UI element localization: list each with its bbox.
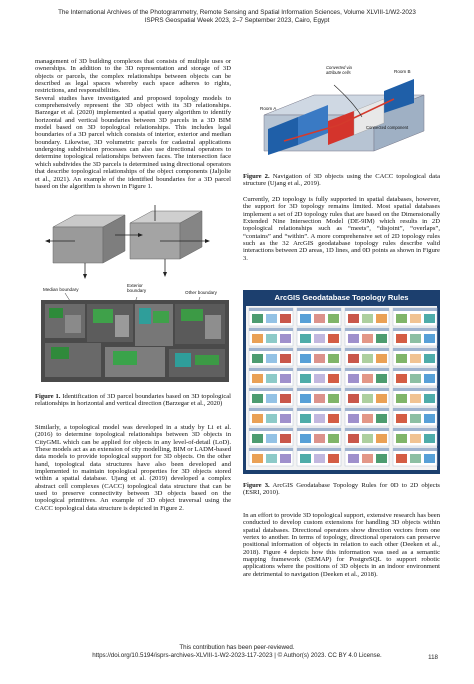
right-column-upper: [243, 196, 440, 262]
topology-rule-tile: [393, 408, 437, 426]
topology-rule-tile: [249, 448, 293, 466]
topology-rule-tile: [345, 308, 389, 326]
topology-rule-tile: [249, 348, 293, 366]
topology-rule-tile: [297, 328, 341, 346]
topology-rule-tile: [297, 428, 341, 446]
room-a-label: Room A: [260, 106, 277, 111]
connected-component-label: Connected component: [366, 125, 409, 130]
topology-rule-tile: [249, 328, 293, 346]
room-b-label: Room B: [394, 69, 411, 74]
topology-rule-tile: [393, 328, 437, 346]
footer: [0, 644, 474, 660]
doi-license-line[interactable]: https://doi.org/10.5194/isprs-archives-XLVIII-1-W2-2023-117-2023 | © Author(s) 2023. CC BY 4.0 License.: [92, 652, 382, 659]
header-line-1: The International Archives of the Photogrammetry, Remote Sensing and Spatial Information Sciences, Volume XLVIII-1/W2-2023: [58, 9, 416, 16]
figure-2-caption-text: Navigation of 3D objects using the CACC topological data structure (Ujang et al., 2019).: [243, 173, 440, 188]
figure-3-caption-text: ArcGIS Geodatabase Topology Rules for 0D to 2D objects (ESRI, 2010).: [243, 482, 440, 497]
figure-2-caption-label: Figure 2.: [243, 173, 270, 180]
topology-rule-tile: [345, 428, 389, 446]
exterior-boundary-label: Exterior boundary: [127, 283, 147, 293]
right-column-lower: [243, 512, 440, 578]
figure-1: [35, 205, 233, 385]
topology-rule-tile: [393, 348, 437, 366]
topology-rule-tile: [345, 408, 389, 426]
parcel-boxes-diagram: [45, 205, 210, 279]
paragraph-3d-extensions: In an effort to provide 3D topological support, extensive research has been conducted to develop custom extensions for handling 3D objects within spatial databases. Directional operators show direction vectors from one vertex to another. In terms of topology, directional operators can preserve positional information of objects in relation to each other (Deeken et al., 2018). Figure 4 depicts how this information was used as a semantic mapping framework (SEMAP) for PostgreSQL to support robotic applications where the positions of 3D objects in an indoor environment are detrimental to navigation (Deeken et al., 2018).: [243, 512, 440, 578]
running-header: [0, 9, 474, 25]
converted-cells-label: Converted via attribute cells: [326, 65, 352, 75]
left-column-lower: [35, 424, 231, 512]
paragraph-topology-models: Several studies have investigated and proposed topology models to comprehensively represent the 3D object with its 3D relationships. Barzegar et al. (2020) implemented a spatial query algorithm to identify horizontal and vertical boundaries between 3D parcels in a 3D BIM model based on 3D topological relationships. This includes legal boundaries of a 3D parcel which consists of interior, exterior and median boundary. Likewise, 3D volumetric parcels for cadastral applications undergoing subdivision processes can also use directional operators to determine topological relationships between faces. The intersection face which subdivides the 3D parcels is determined using directional operators that describe topological relationships of the object components (Jaljolie et al., 2021). An example of the identified boundaries for a 3D parcel based on the algorithm is shown in Figure 1.: [35, 94, 231, 190]
topology-rules-grid: [243, 305, 440, 473]
left-column: [35, 58, 231, 190]
page-number: 118: [428, 654, 438, 661]
peer-review-note: This contribution has been peer-reviewed.: [179, 644, 295, 651]
topology-rule-tile: [297, 408, 341, 426]
topology-rule-tile: [345, 328, 389, 346]
figure-2-caption: [243, 173, 440, 188]
figure-2-image: [244, 55, 440, 165]
topology-rule-tile: [345, 368, 389, 386]
figure-1-caption-label: Figure 1.: [35, 393, 61, 400]
topology-rule-tile: [249, 388, 293, 406]
topology-rule-tile: [249, 408, 293, 426]
topology-rule-tile: [249, 308, 293, 326]
topology-rule-tile: [345, 348, 389, 366]
bim-model-render: [41, 300, 229, 382]
figure-3-caption: [243, 482, 440, 497]
cacc-building-diagram: [264, 79, 424, 155]
topology-rule-tile: [297, 348, 341, 366]
topology-rules-title: ArcGIS Geodatabase Topology Rules: [274, 293, 409, 302]
topology-rule-tile: [393, 428, 437, 446]
topology-rule-tile: [297, 388, 341, 406]
median-boundary-label: Median boundary: [43, 287, 79, 292]
topology-rule-tile: [345, 448, 389, 466]
paragraph-intro: management of 3D building complexes that consists of multiple uses or ownerships. In addition to the 3D representation and storage of 3D objects or parcels, the complex relationships between objects can be described as legal spaces whereby each space adheres to rights, restrictions, and responsibilities.: [35, 58, 231, 95]
topology-rule-tile: [297, 368, 341, 386]
topology-rule-tile: [345, 388, 389, 406]
topology-rule-tile: [249, 428, 293, 446]
topology-rule-tile: [393, 308, 437, 326]
topology-rule-tile: [297, 448, 341, 466]
other-boundary-label: Other boundary: [185, 290, 217, 295]
topology-rule-tile: [393, 388, 437, 406]
paragraph-2d-topology: Currently, 2D topology is fully supported in spatial databases, however, the support for 3D topology remains limited. Most spatial databases implement a set of 2D topology rules that are based on the Dimensionally Extended Nine Intersection Model (DE-9IM) which results in 2D topological relationships such as “meets”, “disjoint”, “overlaps”, “contains” and “within”. A more comprehensive set of 2D topology rules such as the 32 ArcGIS geodatabase topology rules describe valid interactions between 2D areas, 1D lines, and 0D points as shown in Figure 3.: [243, 196, 440, 262]
paragraph-topological-model: Similarly, a topological model was developed in a study by Li et al. (2016) to determine topological relationships between 3D objects in CityGML which can be applied for objects in any level-of-detail (LoD). These models act as an extension of city modelling, BIM or LADM-based data models to provide topological support for 3D objects. On the other hand, topological data structures have also been developed and implemented to maintain topological properties for 3D objects stored within a spatial database. Ujang et al. (2019) developed a complex abstract cell complexes (CACC) topological data structure that can be used to preserve connectivity between 3D objects based on the topological primitives. An example of 3D object traversal using the CACC topological data structure is depicted in Figure 2.: [35, 424, 231, 512]
topology-rule-tile: [393, 368, 437, 386]
figure-1-image: [35, 205, 233, 385]
figure-3-caption-label: Figure 3.: [243, 482, 270, 489]
topology-rule-tile: [249, 368, 293, 386]
topology-rule-tile: [393, 448, 437, 466]
figure-3: [243, 290, 440, 474]
figure-2: [244, 55, 440, 165]
figure-1-caption-text: Identification of 3D parcel boundaries based on 3D topological relationships in horizontal and vertical direction (Barzegar et al., 2020): [35, 393, 232, 408]
topology-rule-tile: [297, 308, 341, 326]
header-line-2: ISPRS Geospatial Week 2023, 2–7 September 2023, Cairo, Egypt: [144, 17, 330, 24]
figure-1-caption: [35, 393, 231, 408]
